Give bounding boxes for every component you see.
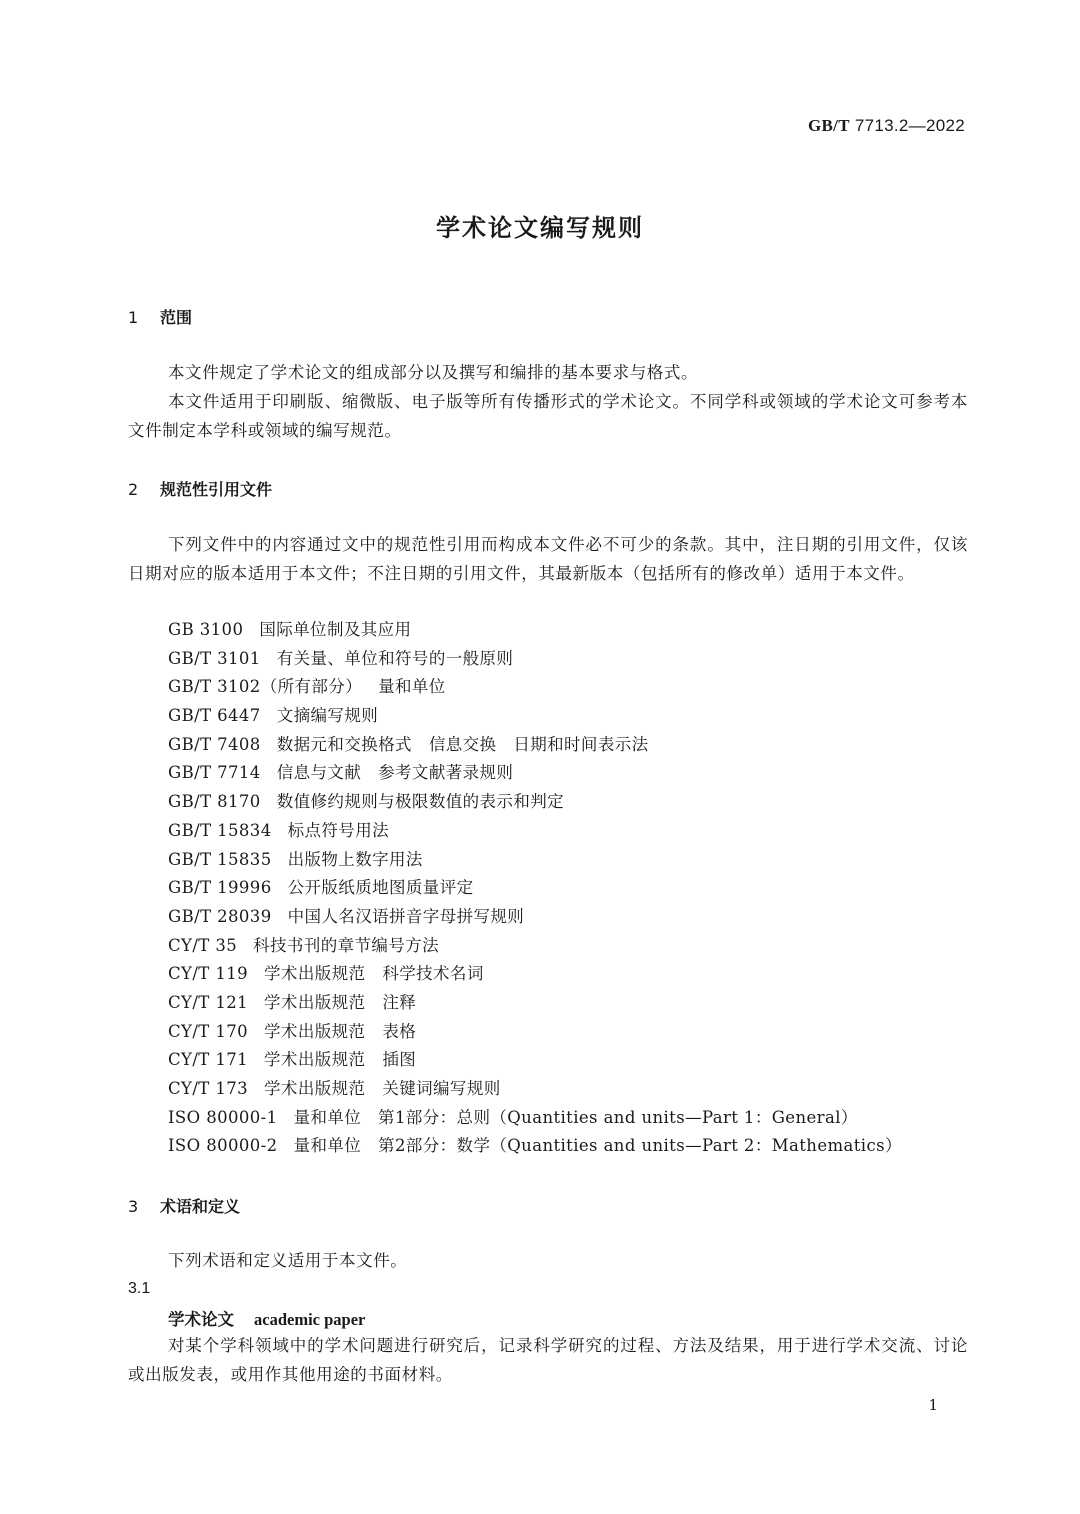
term-title [168, 1306, 365, 1330]
section-1-heading [128, 305, 192, 328]
reference-code: GB/T 6447 [168, 706, 261, 726]
reference-item [168, 1018, 902, 1047]
reference-title: 量和单位 第1部分：总则（Quantities and units—Part 1：General） [293, 1107, 858, 1127]
section-2-heading [128, 477, 272, 500]
reference-code: GB/T 7408 [168, 734, 261, 754]
reference-code: GB/T 8170 [168, 792, 261, 812]
reference-title: 量和单位 第2部分：数学（Quantities and units—Part 2：Mathematics） [293, 1136, 902, 1156]
section-title: 规范性引用文件 [160, 480, 273, 499]
reference-item [168, 874, 902, 903]
reference-item [168, 903, 902, 932]
reference-title: 学术出版规范 注释 [264, 992, 417, 1012]
reference-code: GB/T 28039 [168, 906, 272, 926]
reference-code: ISO 80000-1 [168, 1107, 278, 1127]
reference-title: 科技书刊的章节编号方法 [253, 935, 440, 955]
reference-title: 学术出版规范 科学技术名词 [264, 964, 484, 984]
term-definition: 对某个学科领域中的学术问题进行研究后，记录科学研究的过程、方法及结果，用于进行学术交流、讨论或出版发表，或用作其他用途的书面材料。 [128, 1336, 968, 1384]
section-title: 范围 [160, 308, 193, 327]
reference-code: GB/T 15835 [168, 849, 272, 869]
reference-title: 学术出版规范 表格 [264, 1021, 417, 1041]
reference-item [168, 731, 902, 760]
normative-reference-list [168, 616, 902, 1161]
reference-title: 标点符号用法 [287, 820, 390, 840]
reference-item [168, 788, 902, 817]
reference-code: GB/T 7714 [168, 763, 261, 783]
term-english: academic paper [254, 1310, 366, 1329]
reference-code: GB/T 19996 [168, 878, 272, 898]
document-title: 学术论文编写规则 [436, 214, 644, 242]
reference-title: 出版物上数字用法 [287, 849, 423, 869]
reference-title: 国际单位制及其应用 [259, 620, 412, 639]
reference-title: 学术出版规范 关键词编写规则 [264, 1079, 501, 1098]
reference-code: GB/T 3102（所有部分） [168, 677, 363, 697]
reference-item [168, 673, 902, 702]
reference-code: CY/T 173 [168, 1079, 249, 1098]
reference-item [168, 989, 902, 1018]
reference-item [168, 1132, 902, 1161]
reference-item [168, 759, 902, 788]
standard-prefix: GB/T [808, 116, 850, 135]
reference-title: 文摘编写规则 [276, 706, 379, 726]
reference-code: CY/T 171 [168, 1050, 249, 1070]
reference-title: 学术出版规范 插图 [264, 1050, 417, 1070]
section-1-paragraph-1: 本文件规定了学术论文的组成部分以及撰写和编排的基本要求与格式。 [168, 363, 699, 382]
reference-item [168, 702, 902, 731]
reference-item [168, 817, 902, 846]
reference-code: GB 3100 [168, 620, 244, 639]
reference-item [168, 960, 902, 989]
reference-item [168, 932, 902, 961]
reference-item [168, 846, 902, 875]
standard-number: 7713.2—2022 [854, 116, 965, 135]
reference-title: 中国人名汉语拼音字母拼写规则 [287, 906, 525, 926]
section-2-paragraph-1: 下列文件中的内容通过文中的规范性引用而构成本文件必不可少的条款。其中，注日期的引用文件，仅该日期对应的版本适用于本文件；不注日期的引用文件，其最新版本（包括所有的修改单）适用于本文件。 [128, 535, 968, 583]
reference-code: GB/T 15834 [168, 820, 272, 840]
section-number: 2 [128, 480, 139, 499]
reference-code: GB/T 3101 [168, 648, 261, 668]
section-1-paragraph-2: 本文件适用于印刷版、缩微版、电子版等所有传播形式的学术论文。不同学科或领域的学术论文可参考本文件制定本学科或领域的编写规范。 [128, 392, 968, 440]
term-chinese: 学术论文 [168, 1310, 234, 1329]
reference-code: ISO 80000-2 [168, 1136, 278, 1156]
reference-code: CY/T 170 [168, 1021, 249, 1041]
section-number: 3 [128, 1197, 139, 1216]
section-3-heading [128, 1194, 240, 1217]
reference-code: CY/T 121 [168, 992, 249, 1012]
reference-item [168, 1075, 902, 1104]
section-3-paragraph-1: 下列术语和定义适用于本文件。 [168, 1251, 408, 1270]
reference-title: 信息与文献 参考文献著录规则 [276, 763, 514, 783]
reference-title: 量和单位 [378, 677, 446, 697]
reference-code: CY/T 35 [168, 935, 238, 955]
reference-title: 有关量、单位和符号的一般原则 [276, 648, 514, 668]
page-number: 1 [928, 1396, 938, 1414]
reference-item [168, 616, 902, 645]
reference-item [168, 1104, 902, 1133]
term-number: 3.1 [128, 1280, 151, 1297]
reference-item [168, 1046, 902, 1075]
reference-code: CY/T 119 [168, 964, 249, 984]
reference-title: 公开版纸质地图质量评定 [287, 878, 474, 898]
section-title: 术语和定义 [160, 1197, 241, 1216]
reference-item [168, 645, 902, 674]
reference-title: 数据元和交换格式 信息交换 日期和时间表示法 [276, 734, 649, 754]
reference-title: 数值修约规则与极限数值的表示和判定 [276, 792, 565, 812]
section-number: 1 [128, 308, 139, 327]
standard-code [808, 116, 965, 136]
